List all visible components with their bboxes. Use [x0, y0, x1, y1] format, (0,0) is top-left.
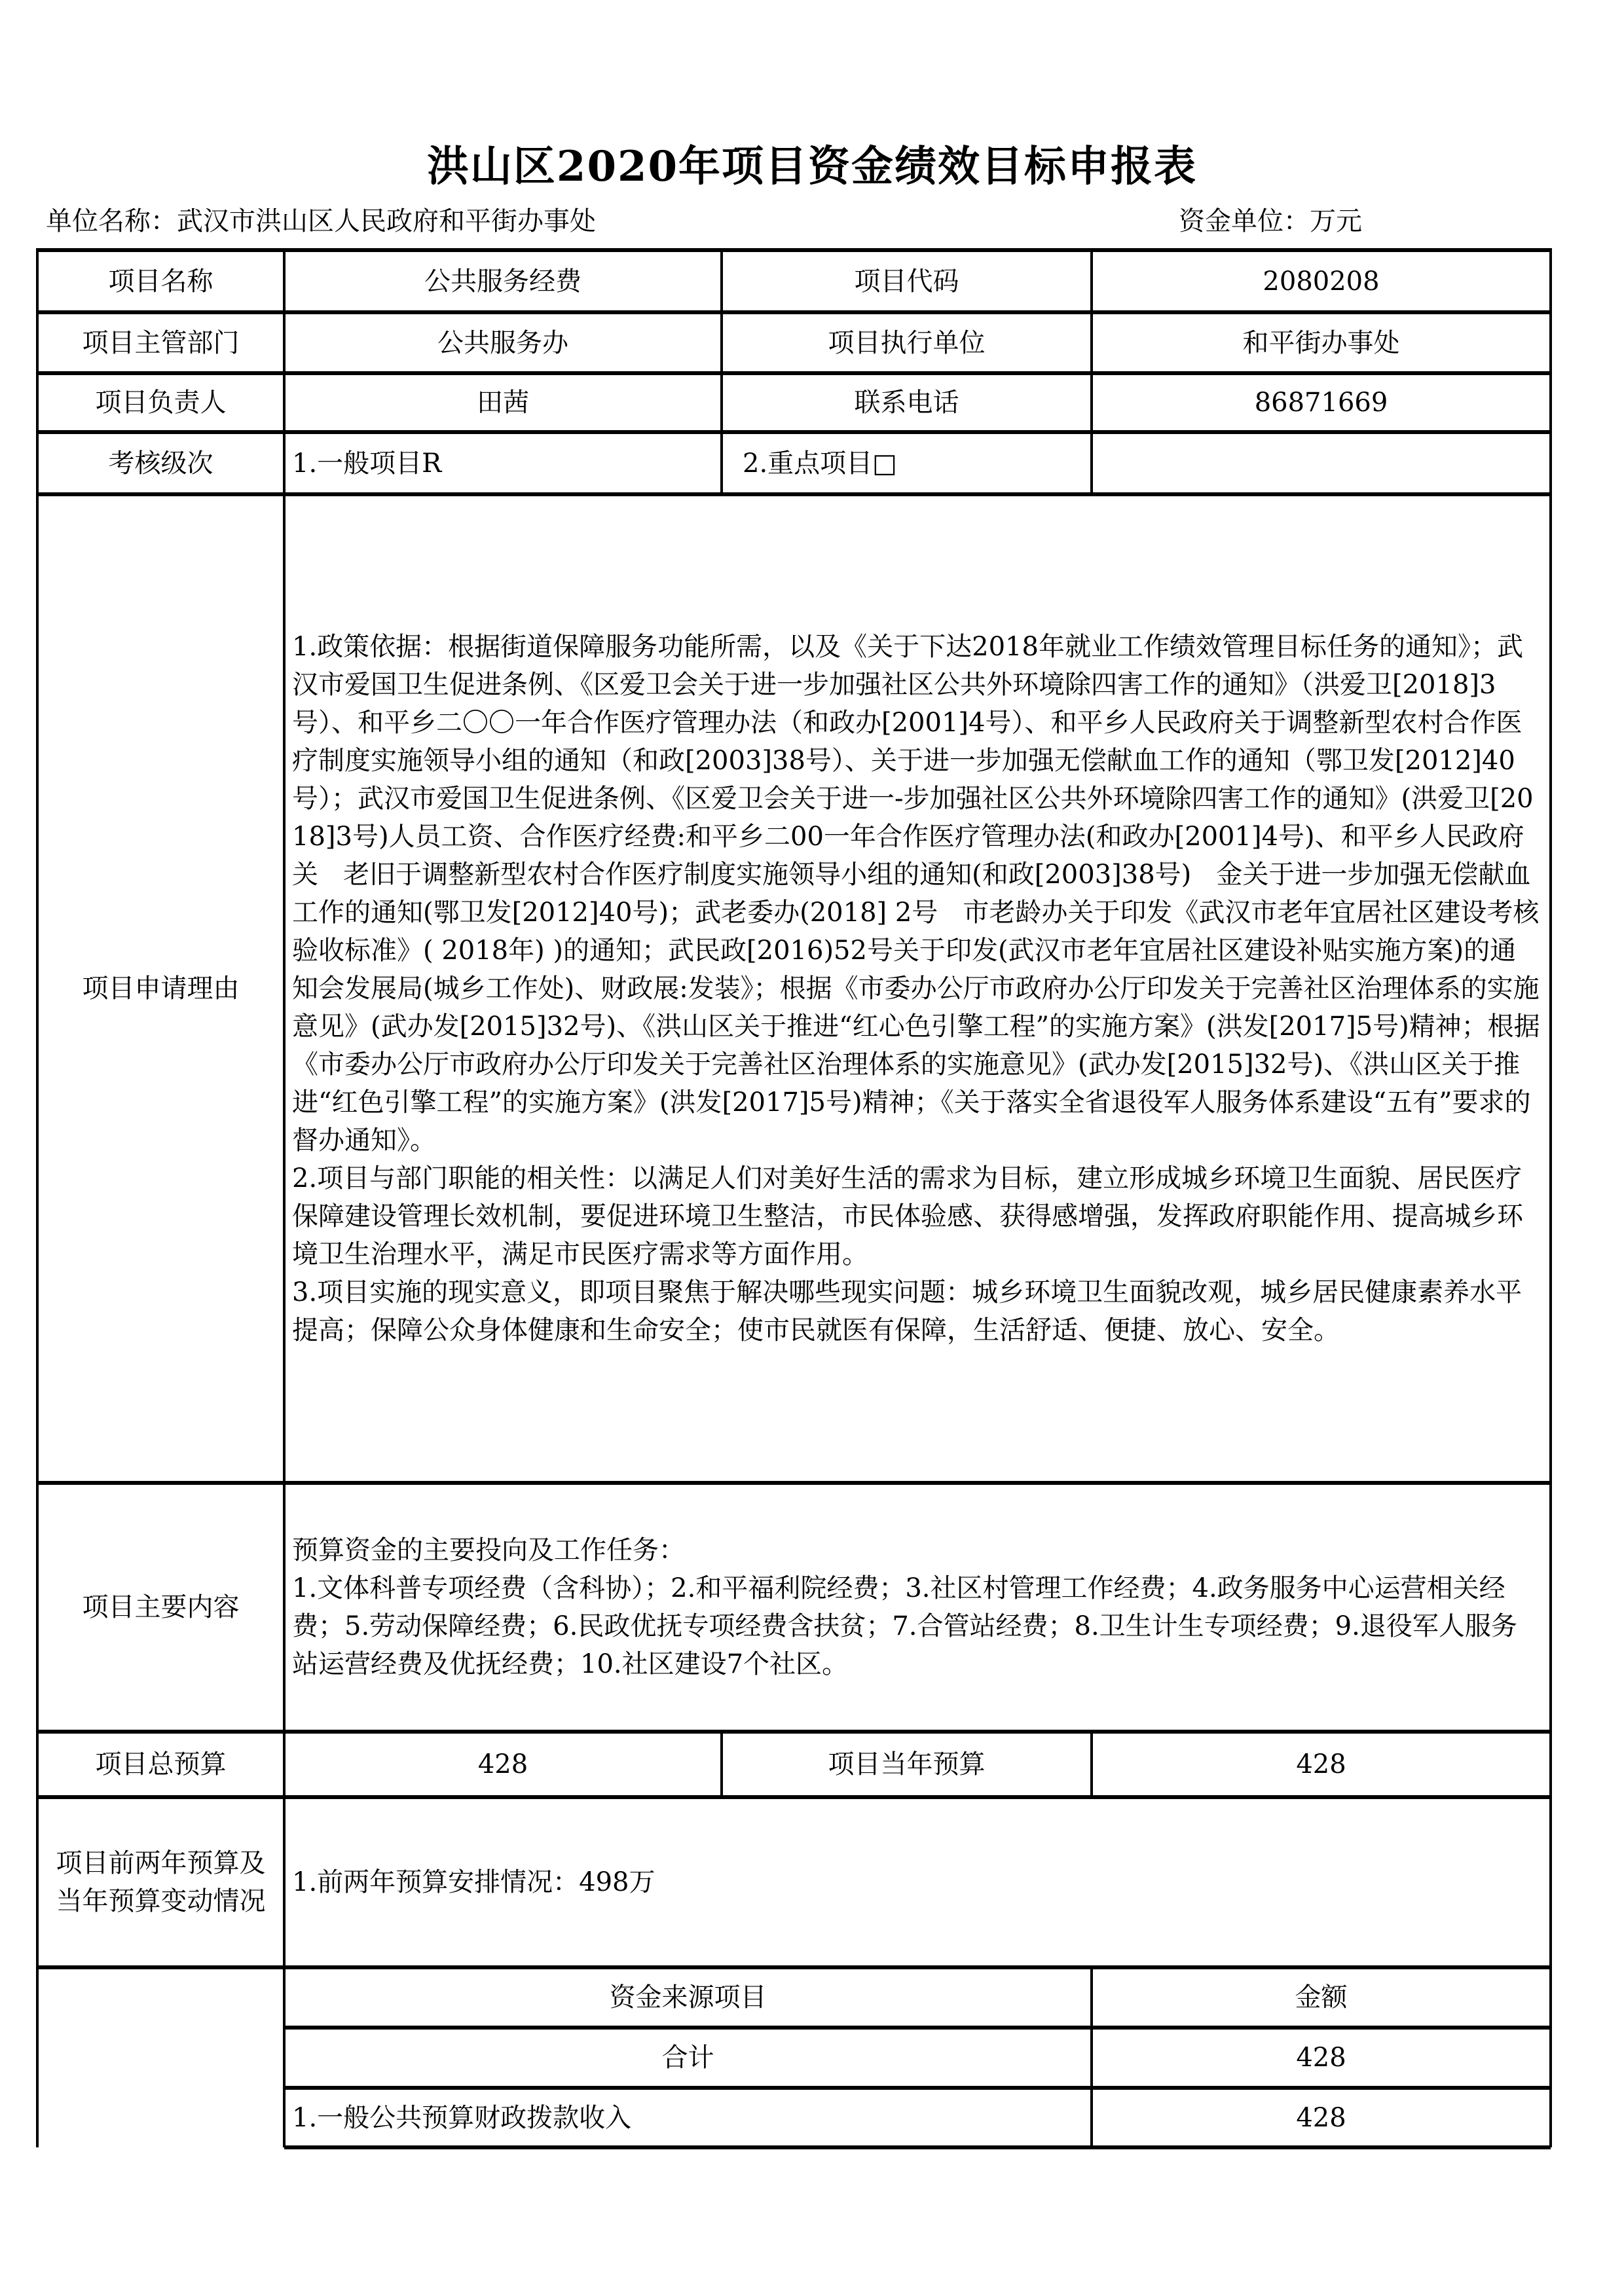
border-bottom: [284, 2145, 1551, 2149]
dept-label: 项目主管部门: [82, 327, 240, 358]
border-col: [720, 248, 723, 494]
content-label: 项目主要内容: [82, 1592, 240, 1622]
border-row: [37, 1795, 1551, 1799]
page-title: 洪山区2020年项目资金绩效目标申报表: [426, 142, 1198, 191]
funding-header-source: 资金来源项目: [609, 1982, 767, 2013]
phone-label: 联系电话: [854, 388, 959, 418]
border-row: [37, 430, 1551, 434]
border-row: [37, 371, 1551, 375]
funding-row-total-amount: 428: [1296, 2043, 1346, 2073]
unit-name: 单位名称：武汉市洪山区人民政府和平街办事处: [46, 206, 596, 236]
funding-header-amount: 金额: [1295, 1982, 1348, 2013]
history-text: 1.前两年预算安排情况：498万: [292, 1867, 655, 1897]
border-col: [1090, 248, 1093, 494]
year-budget-value: 428: [1296, 1749, 1346, 1779]
border-row: [37, 1965, 1551, 1969]
level-label: 考核级次: [108, 448, 213, 479]
border-col: [283, 248, 286, 2147]
project-name-value: 公共服务经费: [424, 266, 581, 297]
funding-row-amount: 428: [1296, 2102, 1346, 2133]
dept-value: 公共服务办: [437, 327, 568, 358]
border-col: [1090, 1730, 1093, 1797]
reason-text: 1.政策依据：根据街道保障服务功能所需，以及《关于下达2018年就业工作绩效管理目标任务的通知》；武汉市爱国卫生促进条例、《区爱卫会关于进一步加强社区公共外环境除四害工作的通知》（洪爱卫[2018]3号）、和平乡二〇〇一年合作医疗管理办法（和政办[2001]4号）、和平乡人民政府关于调整新型农村合作医疗制度实施领导小组的通知（和政[2003]38号）、关于进一步加强无偿献血工作的通知（鄂卫发[2012]40号）；武汉市爱国卫生促进条例、《区爱卫会关于进一-步加强社区公共外环境除四害工作的通知》(洪爱卫[2018]3号)人员工资、合作医疗经费:和平乡二00一年合作医疗管理办法(和政办[2001]4号)、和平乡人民政府关 老旧于调整新型农村合作医疗制度实施领导小组的通知(和政[2003]38号) 金关于进一步加强无偿献血工作的通知(鄂卫发[2012]40号)；武老委办(2018] 2号 市老龄办关于印发《武汉市老年宜居社区建设考核验收标准》( 2018年) )的通知；武民政[2016)52号关于印发(武汉市老年宜居社区建设补贴实施方案)的通知会发展局(城乡工作处)、财政展:发装》；根据《市委办公厅市政府办公厅印发关于完善社区治理体系的实施意见》(武办发[2015]32号)、《洪山区关于推进“红心色引擎工程”的实施方案》(洪发[2017]5号)精神；根据《市委办公厅市政府办公厅印发关于完善社区治理体系的实施意见》(武办发[2015]32号)、《洪山区关于推进“红色引擎工程”的实施方案》(洪发[2017]5号)精神；《关于落实全省退役军人服务体系建设“五有”要求的督办通知》。 2.项目与部门职能的相关性：以满足人们对美好生活的需求为目标，建立形成城乡环境卫生面貌、居民医疗保障建设管理长效机制，要促进环境卫生整洁，市民体验感、获得感增强，发挥政府职能作用、提高城乡环境卫生治理水平，满足市民医疗需求等方面作用。 3.项目实施的现实意义，即项目聚焦于解决哪些现实问题：城乡环境卫生面貌改观，城乡居民健康素养水平提高；保障公众身体健康和生命安全；使市民就医有保障，生活舒适、便捷、放心、安全。: [292, 632, 1540, 1345]
exec-unit-value: 和平街办事处: [1242, 327, 1400, 358]
border-top: [37, 248, 1551, 252]
border-col: [1090, 1965, 1093, 2147]
border-row: [284, 2026, 1551, 2030]
funding-row-source: 1.一般公共预算财政拨款收入: [292, 2102, 632, 2133]
year-budget-label: 项目当年预算: [828, 1749, 986, 1779]
phone-value: 86871669: [1254, 388, 1388, 418]
performance-form-table: [37, 250, 1551, 2147]
border-right: [1549, 248, 1552, 2147]
reason-label: 项目申请理由: [82, 974, 240, 1004]
content-text: 预算资金的主要投向及工作任务： 1.文体科普专项经费（含科协）；2.和平福利院经费；3.社区村管理工作经费；4.政务服务中心运营相关经费；5.劳动保障经费；6.民政优抚专项经费含扶贫；7.合管站经费；8.卫生计生专项经费；9.退役军人服务站运营经费及优抚经费；10.社区建设7个社区。: [292, 1535, 1517, 1679]
owner-label: 项目负责人: [95, 388, 227, 418]
border-row: [37, 1730, 1551, 1734]
border-row: [37, 1481, 1551, 1485]
fund-unit: 资金单位：万元: [1179, 206, 1362, 236]
total-budget-value: 428: [477, 1749, 528, 1779]
border-row: [37, 492, 1551, 496]
project-code-label: 项目代码: [854, 266, 959, 297]
level-option-general[interactable]: 1.一般项目R: [292, 448, 442, 479]
project-code-value: 2080208: [1263, 266, 1380, 297]
border-col: [720, 1730, 723, 1797]
border-row: [284, 2086, 1551, 2090]
level-option-key[interactable]: 2.重点项目□: [743, 448, 897, 479]
funding-row-total-source: 合计: [661, 2043, 714, 2073]
total-budget-label: 项目总预算: [95, 1749, 227, 1779]
owner-value: 田茜: [477, 388, 529, 418]
history-label: 项目前两年预算及当年预算变动情况: [56, 1848, 266, 1916]
exec-unit-label: 项目执行单位: [828, 327, 986, 358]
project-name-label: 项目名称: [108, 266, 213, 297]
border-row: [37, 310, 1551, 314]
border-left: [36, 248, 39, 2147]
